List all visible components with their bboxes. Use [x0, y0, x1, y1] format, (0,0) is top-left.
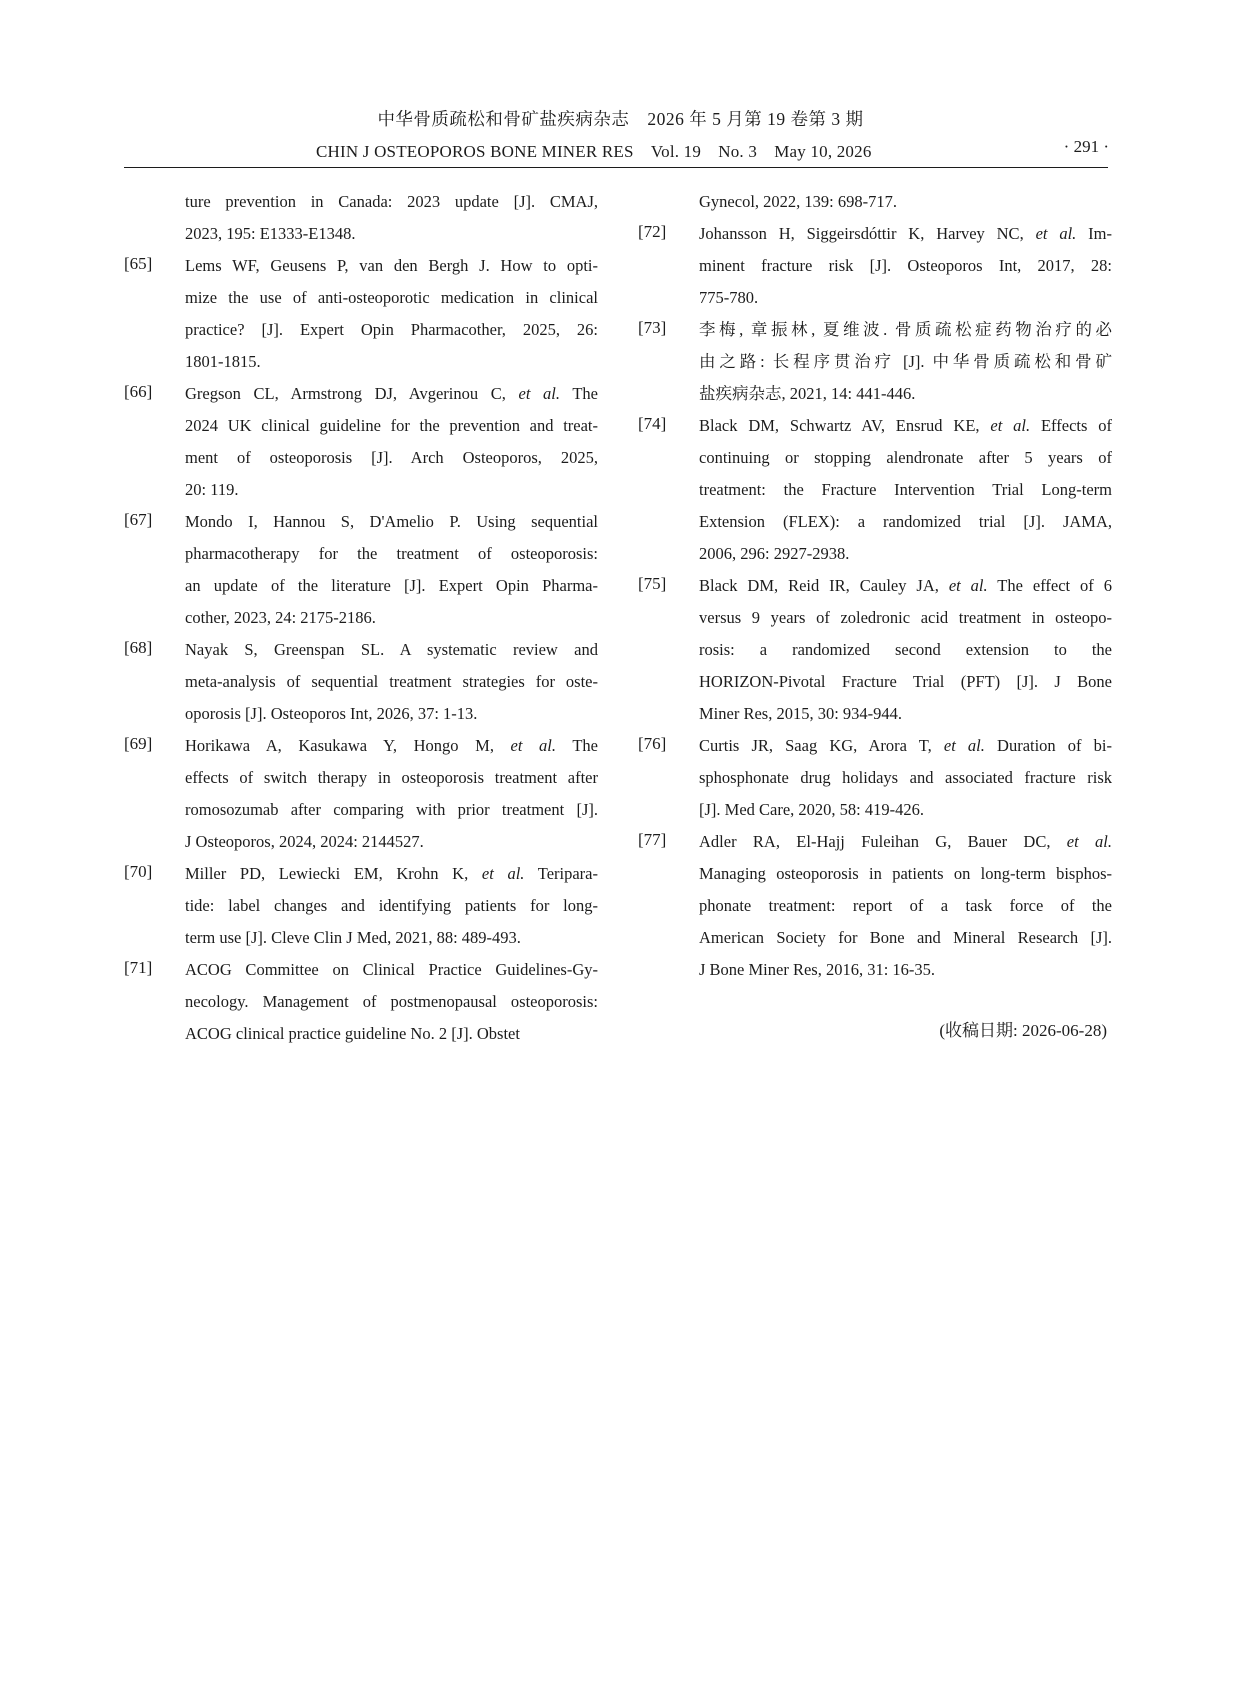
reference-number: [71]: [124, 958, 153, 977]
reference-text-line: treatment: the Fracture Intervention Trial Long-term: [699, 480, 1112, 499]
reference-item: [124, 638, 598, 734]
reference-item: [124, 958, 598, 1054]
reference-text-line: 李梅, 章振林, 夏维波. 骨质疏松症药物治疗的必: [699, 320, 1112, 339]
reference-number: [68]: [124, 638, 153, 657]
reference-item: [638, 414, 1112, 574]
reference-text-line: ACOG Committee on Clinical Practice Guidelines-Gy-: [185, 960, 598, 979]
reference-text-line: sphosphonate drug holidays and associated fracture risk: [699, 768, 1112, 787]
reference-text-line: mize the use of anti-osteoporotic medication in clinical: [185, 288, 598, 307]
reference-text-line: Mondo I, Hannou S, D'Amelio P. Using sequential: [185, 512, 598, 531]
reference-text-line: Nayak S, Greenspan SL. A systematic review and: [185, 640, 598, 659]
reference-number: [69]: [124, 734, 153, 753]
reference-text-line: effects of switch therapy in osteoporosis treatment after: [185, 768, 598, 787]
page-number: · 291 ·: [1063, 137, 1109, 156]
reference-text-line: romosozumab after comparing with prior treatment [J].: [185, 800, 598, 819]
reference-number: [75]: [638, 574, 667, 593]
reference-text-line: Adler RA, El-Hajj Fuleihan G, Bauer DC, et al.: [699, 832, 1113, 851]
reference-text-line: HORIZON-Pivotal Fracture Trial (PFT) [J]. J Bone: [699, 672, 1112, 691]
reference-text-line: practice? [J]. Expert Opin Pharmacother, 2025, 26:: [185, 320, 598, 339]
reference-text-line: rosis: a randomized second extension to the: [699, 640, 1112, 659]
header-rule: [124, 167, 1108, 168]
reference-item: [124, 510, 598, 638]
reference-number: [66]: [124, 382, 153, 401]
reference-text-line: Horikawa A, Kasukawa Y, Hongo M, et al. The: [185, 736, 598, 755]
reference-text-line: minent fracture risk [J]. Osteoporos Int, 2017, 28:: [699, 256, 1112, 275]
reference-text-line: Lems WF, Geusens P, van den Bergh J. How to opti-: [185, 256, 598, 275]
reference-text-line: Extension (FLEX): a randomized trial [J]. JAMA,: [699, 512, 1112, 531]
reference-item: [124, 862, 598, 958]
journal-header-en: CHIN J OSTEOPOROS BONE MINER RES Vol. 19 No. 3 May 10, 2026: [316, 142, 872, 161]
reference-text-line: pharmacotherapy for the treatment of osteoporosis:: [185, 544, 598, 563]
reference-text-line: oporosis [J]. Osteoporos Int, 2026, 37: 1-13.: [185, 704, 478, 723]
reference-text-line: necology. Management of postmenopausal osteoporosis:: [185, 992, 598, 1011]
reference-item: [638, 318, 1112, 414]
reference-text-line: Curtis JR, Saag KG, Arora T, et al. Duration of bi-: [699, 736, 1112, 755]
reference-number: [74]: [638, 414, 667, 433]
reference-item: [638, 574, 1112, 734]
reference-item: [638, 222, 1112, 318]
reference-item: [124, 734, 598, 862]
reference-text-line: 2006, 296: 2927-2938.: [699, 544, 850, 563]
reference-item: [638, 734, 1112, 830]
reference-text-line: continuing or stopping alendronate after 5 years of: [699, 448, 1112, 467]
reference-number: [65]: [124, 254, 153, 273]
reference-text-line: 2023, 195: E1333-E1348.: [185, 224, 356, 243]
reference-text-line: phonate treatment: report of a task force of the: [699, 896, 1112, 915]
reference-text-line: [J]. Med Care, 2020, 58: 419-426.: [699, 800, 925, 819]
reference-item: [638, 830, 1112, 990]
reference-item: [638, 190, 1112, 222]
reference-text-line: Miner Res, 2015, 30: 934-944.: [699, 704, 903, 723]
reference-text-line: 2024 UK clinical guideline for the prevention and treat-: [185, 416, 598, 435]
reference-text-line: tide: label changes and identifying patients for long-: [185, 896, 598, 915]
reference-text-line: 1801-1815.: [185, 352, 261, 371]
reference-text-line: term use [J]. Cleve Clin J Med, 2021, 88: 489-493.: [185, 928, 521, 947]
reference-text-line: cother, 2023, 24: 2175-2186.: [185, 608, 376, 627]
journal-header-cn: 中华骨质疏松和骨矿盐疾病杂志 2026 年 5 月第 19 卷第 3 期: [377, 109, 864, 129]
reference-item: [124, 382, 598, 510]
reference-text-line: American Society for Bone and Mineral Research [J].: [699, 928, 1112, 947]
reference-column-right: [638, 190, 1112, 990]
reference-text-line: ACOG clinical practice guideline No. 2 [J]. Obstet: [185, 1024, 520, 1043]
reference-text-line: Gregson CL, Armstrong DJ, Avgerinou C, et al. The: [185, 384, 598, 403]
reference-text-line: Black DM, Schwartz AV, Ensrud KE, et al. Effects of: [699, 416, 1113, 435]
reference-text-line: ture prevention in Canada: 2023 update [J]. CMAJ,: [185, 192, 598, 211]
reference-text-line: J Osteoporos, 2024, 2024: 2144527.: [185, 832, 424, 851]
reference-text-line: 盐疾病杂志, 2021, 14: 441-446.: [699, 384, 916, 403]
reference-number: [77]: [638, 830, 667, 849]
reference-number: [70]: [124, 862, 153, 881]
reference-number: [73]: [638, 318, 667, 337]
reference-text-line: J Bone Miner Res, 2016, 31: 16-35.: [699, 960, 936, 979]
reference-text-line: 由之路: 长程序贯治疗 [J]. 中华骨质疏松和骨矿: [699, 352, 1112, 371]
reference-column-left: [124, 190, 598, 1054]
reference-text-line: Miller PD, Lewiecki EM, Krohn K, et al. Teripara-: [185, 864, 598, 883]
reference-text-line: Black DM, Reid IR, Cauley JA, et al. The effect of 6: [699, 576, 1112, 595]
reference-number: [67]: [124, 510, 153, 529]
reference-number: [76]: [638, 734, 667, 753]
reference-text-line: 775-780.: [699, 288, 759, 307]
reference-text-line: an update of the literature [J]. Expert Opin Pharma-: [185, 576, 598, 595]
reference-text-line: Managing osteoporosis in patients on long-term bisphos-: [699, 864, 1112, 883]
reference-item: [124, 190, 598, 254]
reference-item: [124, 254, 598, 382]
reference-text-line: 20: 119.: [185, 480, 239, 499]
received-date: (收稿日期: 2026-06-28): [939, 1021, 1107, 1040]
reference-text-line: versus 9 years of zoledronic acid treatment in osteopo-: [699, 608, 1112, 627]
reference-text-line: Gynecol, 2022, 139: 698-717.: [699, 192, 897, 211]
reference-text-line: ment of osteoporosis [J]. Arch Osteoporos, 2025,: [185, 448, 598, 467]
reference-text-line: Johansson H, Siggeirsdóttir K, Harvey NC, et al. Im-: [699, 224, 1112, 243]
reference-number: [72]: [638, 222, 667, 241]
reference-text-line: meta-analysis of sequential treatment strategies for oste-: [185, 672, 598, 691]
